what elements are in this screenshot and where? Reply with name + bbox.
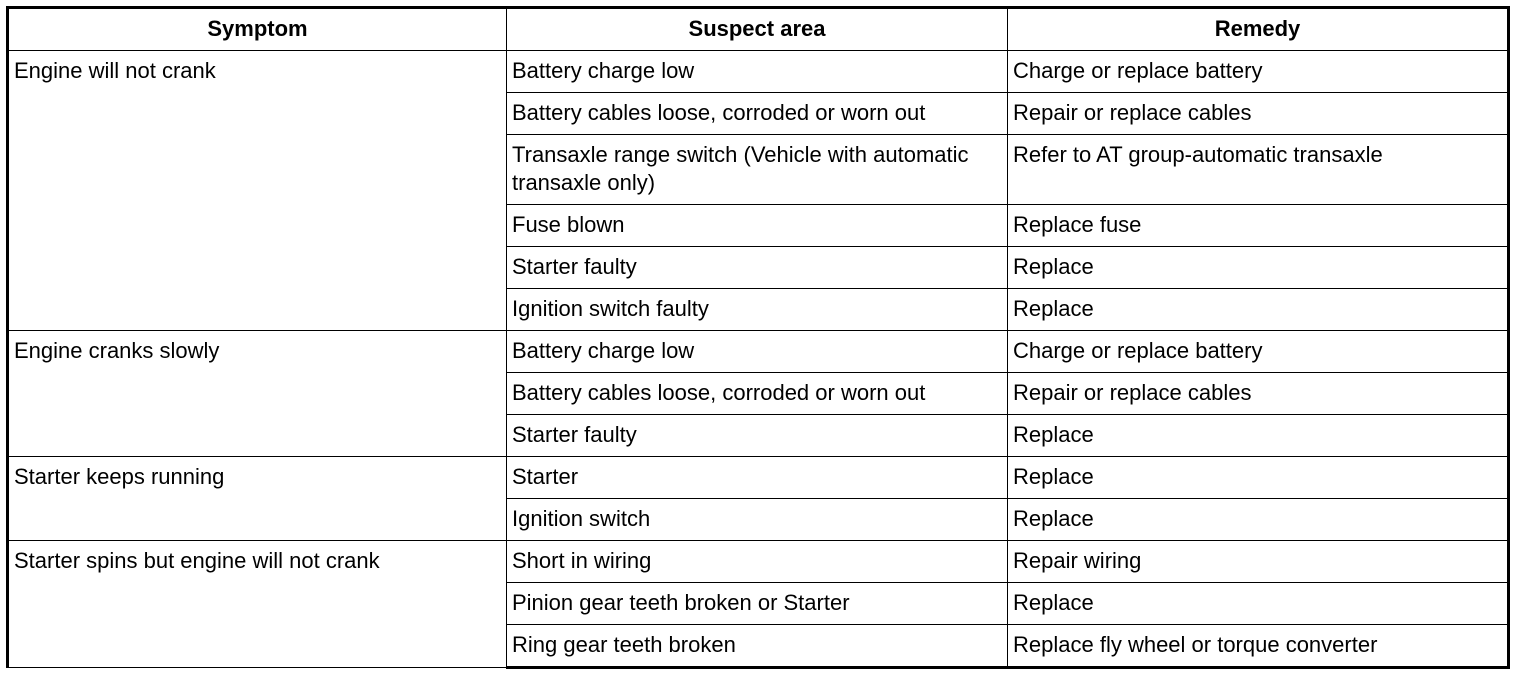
remedy-cell: Repair wiring: [1008, 541, 1509, 583]
suspect-area-cell: Battery charge low: [507, 51, 1008, 93]
remedy-cell: Repair or replace cables: [1008, 373, 1509, 415]
suspect-area-cell: Starter: [507, 457, 1008, 499]
table-body: [8, 51, 1509, 668]
symptom-cell: Starter keeps running: [8, 457, 507, 541]
troubleshooting-table: [6, 6, 1510, 669]
suspect-area-cell: Battery cables loose, corroded or worn out: [507, 373, 1008, 415]
remedy-cell: Replace fuse: [1008, 205, 1509, 247]
symptom-cell: Engine cranks slowly: [8, 331, 507, 457]
remedy-cell: Replace: [1008, 583, 1509, 625]
remedy-cell: Repair or replace cables: [1008, 93, 1509, 135]
remedy-cell: Refer to AT group-automatic transaxle: [1008, 135, 1509, 205]
remedy-cell: Replace: [1008, 499, 1509, 541]
remedy-cell: Charge or replace battery: [1008, 331, 1509, 373]
suspect-area-cell: Short in wiring: [507, 541, 1008, 583]
suspect-area-cell: Ring gear teeth broken: [507, 625, 1008, 668]
suspect-area-cell: Starter faulty: [507, 415, 1008, 457]
suspect-area-cell: Pinion gear teeth broken or Starter: [507, 583, 1008, 625]
symptom-cell: Starter spins but engine will not crank: [8, 541, 507, 668]
suspect-area-cell: Battery cables loose, corroded or worn out: [507, 93, 1008, 135]
suspect-area-cell: Transaxle range switch (Vehicle with automatic transaxle only): [507, 135, 1008, 205]
header-suspect-area: Suspect area: [507, 8, 1008, 51]
remedy-cell: Charge or replace battery: [1008, 51, 1509, 93]
table-row: [8, 331, 1509, 373]
symptom-cell: Engine will not crank: [8, 51, 507, 331]
header-remedy: Remedy: [1008, 8, 1509, 51]
header-row: [8, 8, 1509, 51]
header-symptom: Symptom: [8, 8, 507, 51]
suspect-area-cell: Battery charge low: [507, 331, 1008, 373]
suspect-area-cell: Ignition switch: [507, 499, 1008, 541]
remedy-cell: Replace: [1008, 457, 1509, 499]
suspect-area-cell: Fuse blown: [507, 205, 1008, 247]
suspect-area-cell: Starter faulty: [507, 247, 1008, 289]
remedy-cell: Replace: [1008, 289, 1509, 331]
table-row: [8, 457, 1509, 499]
table-row: [8, 51, 1509, 93]
table-header: [8, 8, 1509, 51]
table-row: [8, 541, 1509, 583]
remedy-cell: Replace: [1008, 247, 1509, 289]
suspect-area-cell: Ignition switch faulty: [507, 289, 1008, 331]
remedy-cell: Replace: [1008, 415, 1509, 457]
remedy-cell: Replace fly wheel or torque converter: [1008, 625, 1509, 668]
